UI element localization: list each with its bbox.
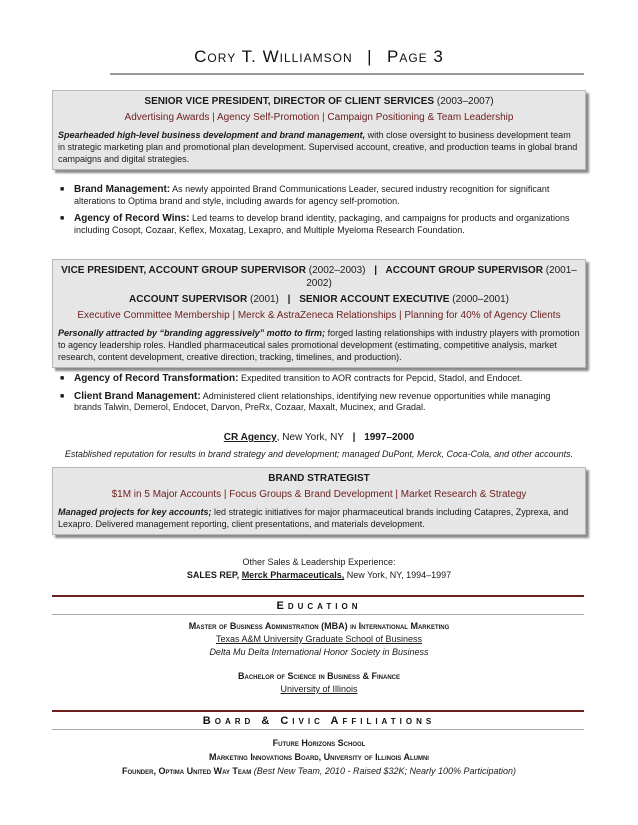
header-rule — [110, 73, 584, 75]
job-title: BRAND STRATEGIST — [268, 473, 370, 484]
list-item: ■ Client Brand Management: Administered client relationships, identifying new revenue opportunities while managing brands Talwin, Demerol, Endocet, Darvon, PreRx, Cozaar, Maxalt, Mucinex, and Gradal. — [60, 391, 580, 414]
job-title-secondary: ACCOUNT SUPERVISOR (2001) | SENIOR ACCOUNT EXECUTIVE (2000–2001) — [129, 294, 509, 305]
education-heading: Education — [276, 600, 362, 612]
list-item: ■ Brand Management: As newly appointed Brand Communications Leader, secured industry recognition for significant alterations to Optima brand and style, including awards for agency self-promotion. — [60, 184, 580, 207]
job-highlights: Executive Committee Membership | Merck & AstraZeneca Relationships | Planning for 40% of Agency Clients — [77, 310, 561, 321]
degree-honor: Delta Mu Delta International Honor Society in Business — [209, 647, 429, 657]
list-item: ■ Agency of Record Wins: Led teams to develop brand identity, packaging, and campaigns for products and organizations including Cosopt, Cozaar, Keflex, Moxatag, Lexapro, and Multiple Myeloma Research Foundation. — [60, 213, 580, 236]
job-bullets-vp — [60, 373, 580, 420]
job-box-vp — [52, 259, 586, 368]
affiliations-rule — [52, 710, 584, 712]
degree-name: Bachelor of Science in Business & Finance — [237, 671, 400, 681]
list-item: Marketing Innovations Board, University of Illinois Alumni — [209, 752, 429, 762]
job-description: Personally attracted by “branding aggressively” motto to firm; forged lasting relationships with industry players with promotion to agency leadership roles. Handled pharmaceutical sales promotional development (estimating, competitive analysis, market research, content development, creative direction, tracking, timelines, and production). — [58, 328, 580, 362]
job-bullets-svp — [60, 184, 580, 242]
affiliations-heading: Board & Civic Affiliations — [202, 715, 436, 727]
education-degree-2 — [0, 670, 638, 696]
job-highlights: Advertising Awards | Agency Self-Promotion | Campaign Positioning & Team Leadership — [124, 112, 514, 123]
education-underline — [52, 614, 584, 615]
job-description: Spearheaded high-level business development and brand management, with close oversight to business development team in strategic marketing plan and promotional plan development. Supervised account, creative, and production teams in global brand campaigns and digital strategies. — [58, 130, 578, 164]
agency-years: 1997–2000 — [364, 432, 415, 443]
job-box-svp — [52, 90, 586, 170]
degree-school: Texas A&M University Graduate School of Business — [215, 634, 423, 644]
affiliations-underline — [52, 729, 584, 730]
job-title: VICE PRESIDENT, ACCOUNT GROUP SUPERVISOR (2002–2003) | ACCOUNT GROUP SUPERVISOR (2001–2002) — [61, 265, 577, 289]
list-item: ■ Agency of Record Transformation: Expedited transition to AOR contracts for Pepcid, Stadol, and Endocet. — [60, 373, 580, 385]
other-experience-line: SALES REP, Merck Pharmaceuticals, New York, NY, 1994–1997 — [186, 570, 452, 580]
other-experience — [0, 556, 638, 582]
resume-header — [0, 47, 638, 67]
job-box-strategist — [52, 467, 586, 535]
education-rule — [52, 595, 584, 597]
education-degree-1 — [0, 620, 638, 659]
job-description: Managed projects for key accounts; led strategic initiatives for major pharmaceutical brands including Catapres, Zyprexa, and Lexapro. Delivered management reporting, client presentations, and materials development. — [58, 507, 569, 529]
header-separator: | — [367, 47, 373, 66]
job-title: SENIOR VICE PRESIDENT, DIRECTOR OF CLIENT SERVICES (2003–2007) — [144, 96, 494, 107]
job-highlights: $1M in 5 Major Accounts | Focus Groups & Brand Development | Market Research & Strategy — [111, 489, 527, 500]
agency-name: CR Agency — [223, 432, 277, 443]
degree-name: Master of Business Administration (MBA) in International Marketing — [188, 621, 450, 631]
agency-line: CR Agency, New York, NY | 1997–2000 — [223, 432, 415, 443]
affiliations-list — [0, 736, 638, 778]
list-item: Founder, Optima United Way Team (Best New Team, 2010 - Raised $32K; Nearly 100% Participation) — [121, 766, 517, 776]
page-number: Page 3 — [386, 47, 444, 66]
other-experience-heading: Other Sales & Leadership Experience: — [242, 557, 396, 567]
list-item: Future Horizons School — [272, 738, 366, 748]
degree-school: University of Illinois — [280, 684, 358, 694]
agency-note: Established reputation for results in brand strategy and development; managed DuPont, Merck, Coca-Cola, and other accounts. — [64, 449, 574, 459]
candidate-name: Cory T. Williamson — [194, 47, 353, 66]
